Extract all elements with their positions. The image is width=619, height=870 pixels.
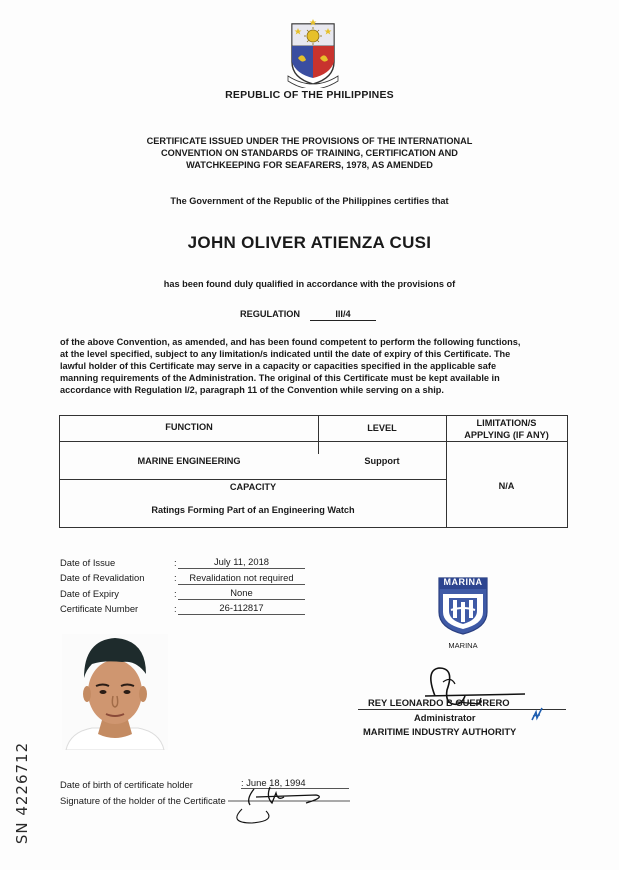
officer-name: REY LEONARDO B GUERRERO xyxy=(368,697,510,708)
function-table xyxy=(59,415,568,528)
birth-date-value: : June 18, 1994 xyxy=(241,777,349,789)
issue-date-value: July 11, 2018 xyxy=(178,556,305,569)
holder-signature-label: Signature of the holder of the Certificate xyxy=(60,795,226,806)
issue-date-label: Date of Issue xyxy=(60,557,116,568)
certificate-number-value: 26-112817 xyxy=(178,602,305,615)
colon: : xyxy=(174,557,177,568)
birth-date-label: Date of birth of certificate holder xyxy=(60,779,193,790)
colon: : xyxy=(174,572,177,583)
marina-logo-text: MARINA xyxy=(443,577,483,587)
level-value: Support xyxy=(364,456,400,466)
holder-name: JOHN OLIVER ATIENZA CUSI xyxy=(187,233,432,252)
expiry-date-label: Date of Expiry xyxy=(60,588,119,599)
table-divider xyxy=(60,441,567,442)
function-value: MARINE ENGINEERING xyxy=(137,456,241,466)
regulation-value: III/4 xyxy=(310,309,376,321)
convention-text: of the above Convention, as amended, and has been found competent to perform the following functions, at the level specified, subject to any limitation/s indicated until the date of expiry of this Certificate. The lawful holder of this Certificate may serve in a capacity or capacities specified in the applicable safe manning requirements of the Administration. The original of this Certificate must be kept available in accordance with Regulation I/2, paragraph 11 of the Convention while serving on a ship. xyxy=(60,337,521,395)
capacity-header: CAPACITY xyxy=(229,482,277,492)
expiry-date-value: None xyxy=(178,587,305,600)
country-name: REPUBLIC OF THE PHILIPPINES xyxy=(225,89,394,101)
table-divider xyxy=(60,479,446,480)
agency-name: MARITIME INDUSTRY AUTHORITY xyxy=(363,726,517,737)
colon: : xyxy=(174,603,177,614)
level-header: LEVEL xyxy=(367,423,397,433)
certificate-number-label: Certificate Number xyxy=(60,603,139,614)
marina-caption: MARINA xyxy=(448,641,478,650)
serial-number xyxy=(8,738,36,848)
qualified-text: has been found duly qualified in accordance with the provisions of xyxy=(163,279,456,289)
limitation-header: LIMITATION/S APPLYING (IF ANY) xyxy=(464,418,549,440)
revalidation-label: Date of Revalidation xyxy=(60,572,145,583)
holder-signature xyxy=(226,783,350,827)
limitation-value: N/A xyxy=(498,481,515,491)
initial-mark-icon xyxy=(530,706,544,724)
marina-logo xyxy=(437,576,489,636)
certifies-text: The Government of the Republic of the Philippines certifies that xyxy=(170,196,449,206)
officer-title: Administrator xyxy=(414,712,476,723)
function-header: FUNCTION xyxy=(165,422,213,432)
capacity-value: Ratings Forming Part of an Engineering Watch xyxy=(151,505,355,515)
philippine-seal-icon xyxy=(282,18,344,88)
regulation-label: REGULATION xyxy=(240,309,301,319)
certificate-heading: CERTIFICATE ISSUED UNDER THE PROVISIONS OF THE INTERNATIONAL CONVENTION ON STANDARDS OF TRAINING, CERTIFICATION AND WATCHKEEPING FOR SEAFARERS, 1978, AS AMENDED xyxy=(146,136,473,170)
serial-number-text: SN 4226712 xyxy=(13,741,31,845)
colon: : xyxy=(174,588,177,599)
revalidation-value: Revalidation not required xyxy=(178,572,305,585)
holder-photo xyxy=(62,634,168,750)
table-divider xyxy=(318,416,319,454)
